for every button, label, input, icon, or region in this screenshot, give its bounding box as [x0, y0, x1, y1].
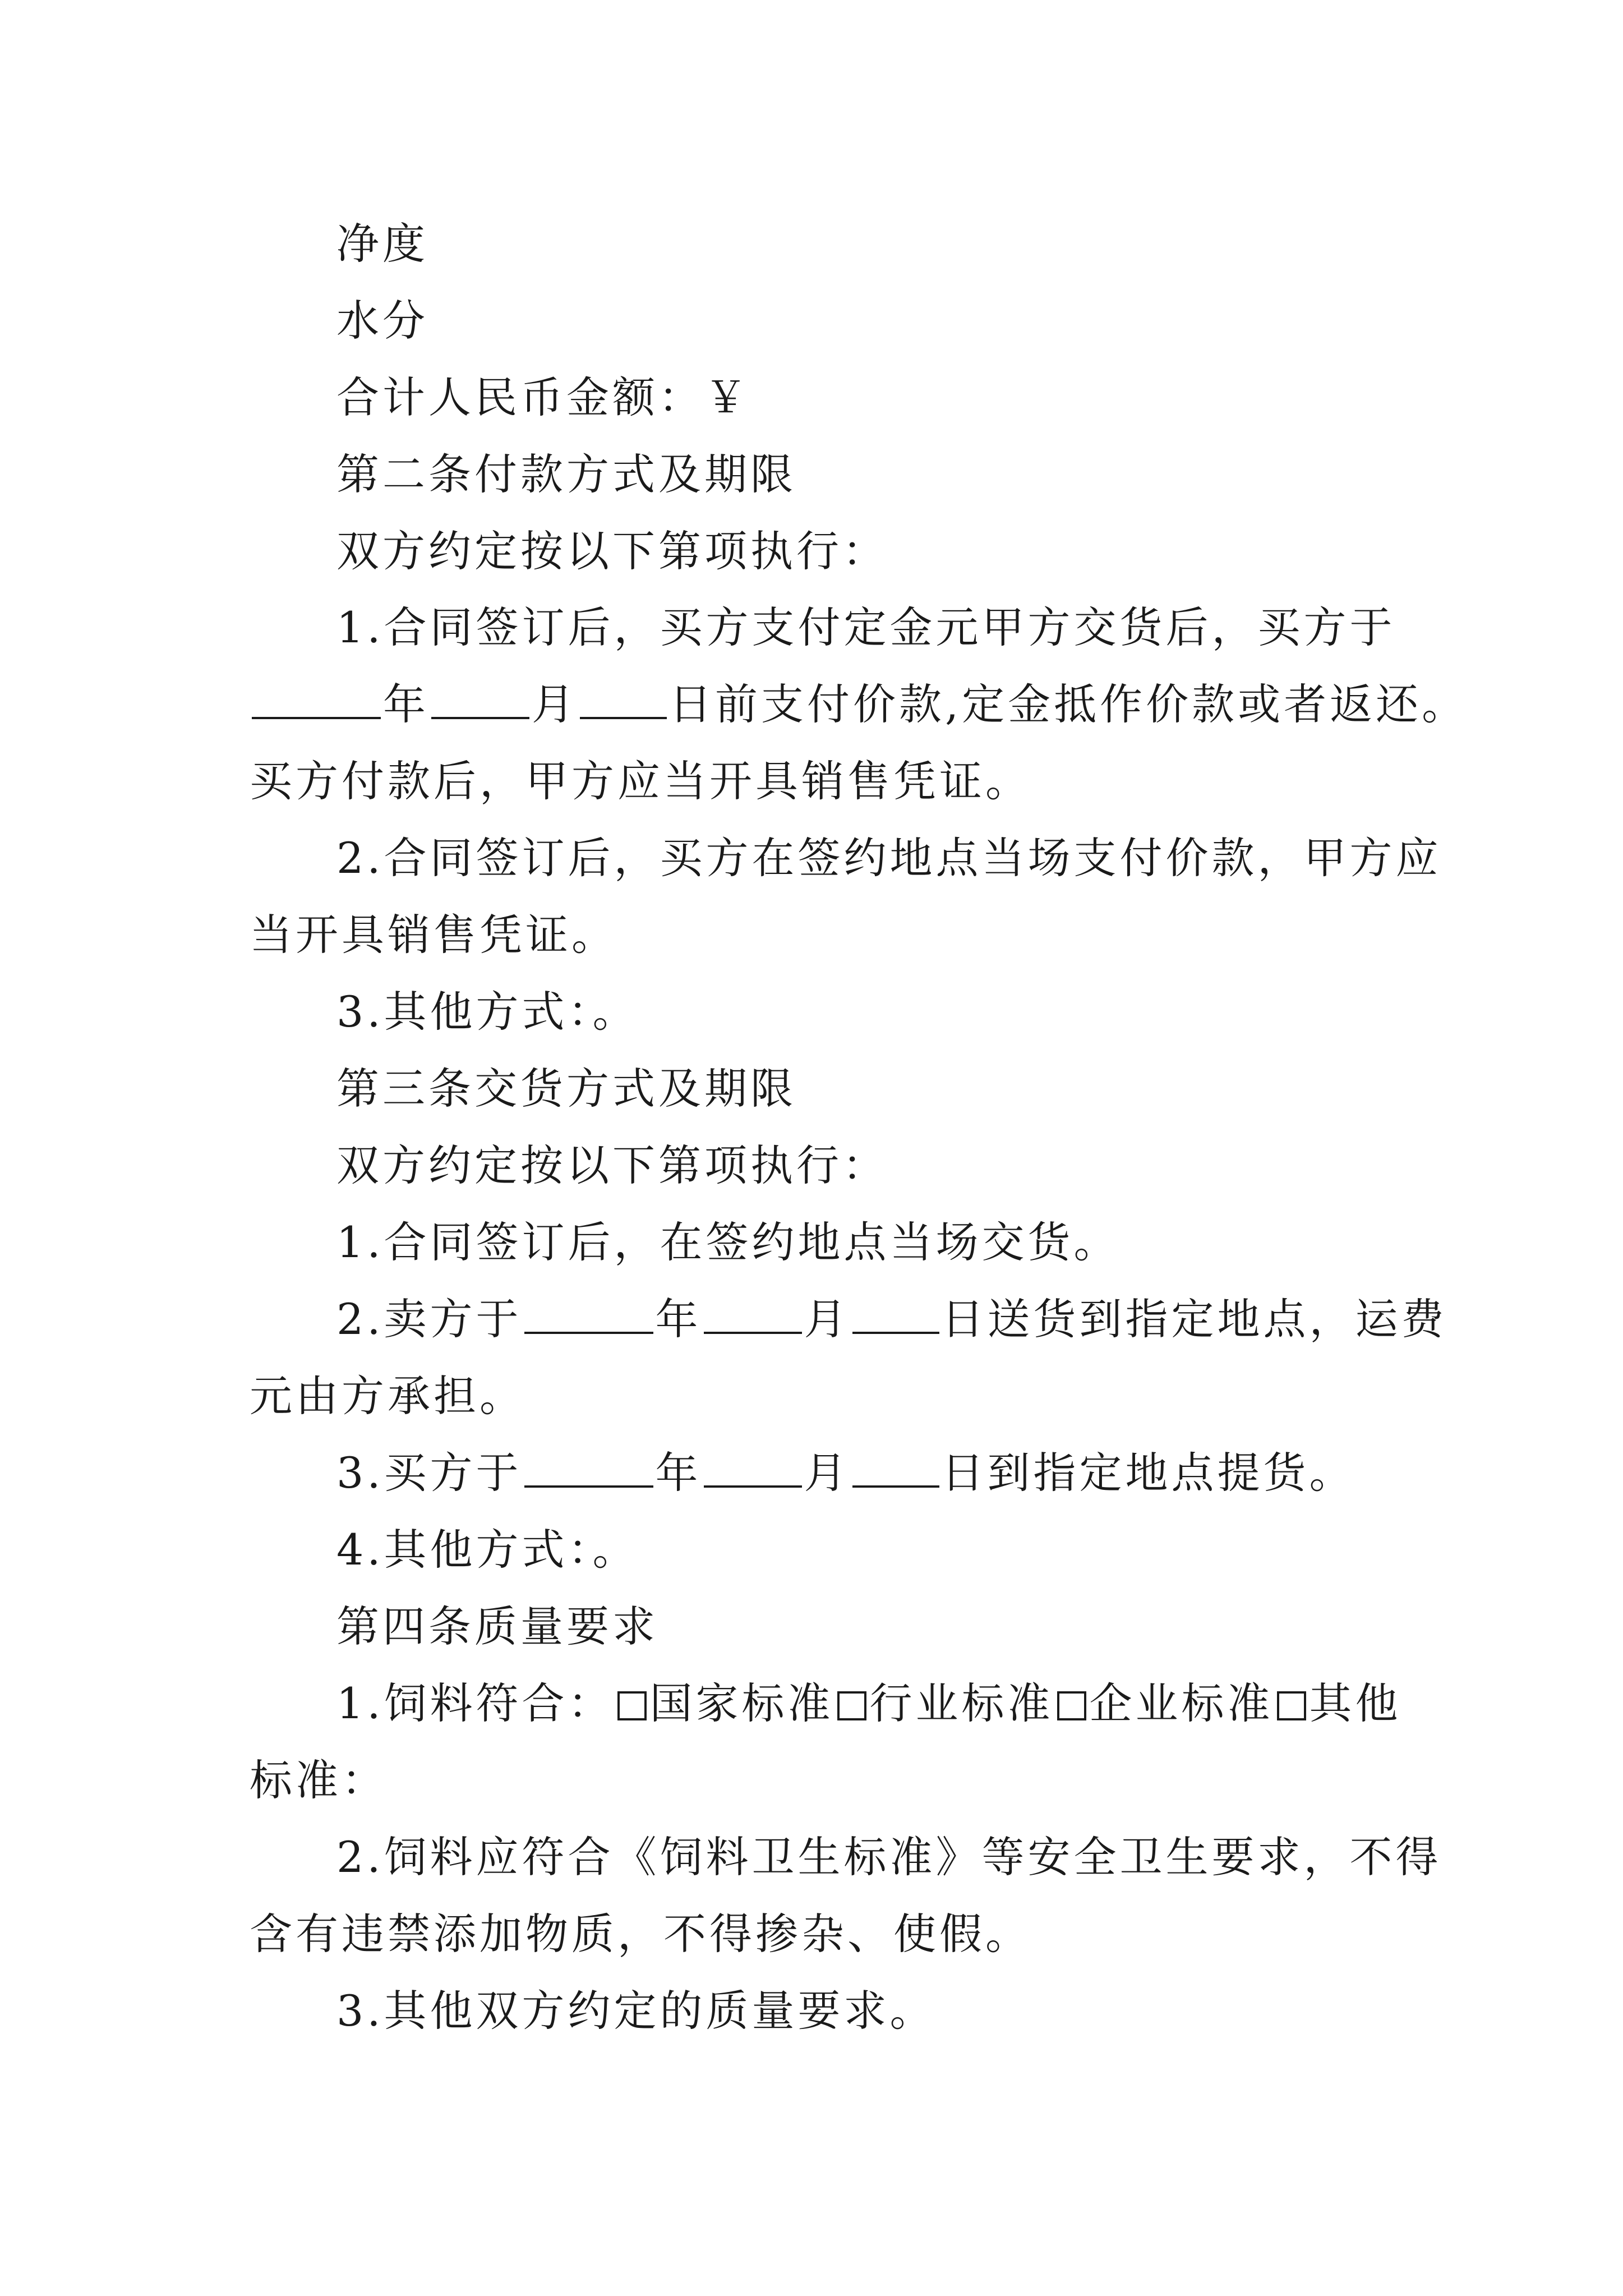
- text-line-quality-2: 2.饲料应符合《饲料卫生标准》等安全卫生要求，不得: [336, 1832, 1442, 1882]
- blank-field-month: [704, 1448, 802, 1488]
- text-month: 月: [804, 1294, 850, 1344]
- text-line-delivery-2-cont: 元由方承担。: [250, 1371, 525, 1421]
- text-line-payment-3: 3.其他方式：。: [336, 987, 639, 1037]
- blank-field-month: [704, 1295, 802, 1334]
- checkbox-other-standard[interactable]: [1277, 1691, 1306, 1720]
- text-line-quality-1: [336, 1676, 1401, 1732]
- blank-field-month: [431, 680, 529, 719]
- text-line-moisture: 水分: [336, 296, 428, 346]
- text-line-payment-1-cont: 买方付款后，甲方应当开具销售凭证。: [250, 756, 1031, 806]
- text-day-clause: 日前支付价款,定金抵作价款或者返还。: [669, 679, 1468, 729]
- label-national-standard: 国家标准: [649, 1678, 834, 1728]
- text-pickup-clause: 日到指定地点提货。: [941, 1448, 1355, 1498]
- text-month: 月: [532, 679, 578, 729]
- blank-field-day: [852, 1448, 939, 1488]
- blank-field-day: [852, 1295, 939, 1334]
- text-line-payment-2: 2.合同签订后，买方在签约地点当场支付价款，甲方应: [336, 833, 1442, 883]
- text-feed-conforms: 1.饲料符合：: [336, 1678, 614, 1728]
- text-line-payment-intro: 双方约定按以下第项执行：: [336, 526, 888, 576]
- text-month: 月: [804, 1448, 850, 1498]
- text-line-quality-2-cont: 含有违禁添加物质，不得掺杂、使假。: [250, 1909, 1031, 1959]
- label-enterprise-standard: 企业标准: [1089, 1678, 1274, 1728]
- text-line-quality-1-cont: 标准：: [250, 1755, 388, 1805]
- blank-field-year: [524, 1295, 653, 1334]
- text-line-quality-3: 3.其他双方约定的质量要求。: [336, 1986, 936, 2036]
- label-industry-standard: 行业标准: [869, 1678, 1054, 1728]
- label-other-standard: 其他: [1309, 1678, 1401, 1728]
- text-line-total-amount: 合计人民币金额：￥: [336, 372, 750, 422]
- text-line-payment-2-cont: 当开具销售凭证。: [250, 910, 617, 960]
- text-year: 年: [655, 1448, 702, 1498]
- section-heading-delivery: 第三条交货方式及期限: [336, 1064, 796, 1114]
- blank-field-year: [524, 1448, 653, 1488]
- blank-field-day: [580, 680, 667, 719]
- text-year: 年: [383, 679, 429, 729]
- text-line-purity: 净度: [336, 219, 428, 269]
- text-line-delivery-4: 4.其他方式：。: [336, 1525, 639, 1575]
- text-seller-prefix: 2.卖方于: [336, 1294, 522, 1344]
- text-buyer-prefix: 3.买方于: [336, 1448, 522, 1498]
- checkbox-national-standard[interactable]: [617, 1691, 647, 1720]
- blank-field-year: [252, 680, 381, 719]
- text-line-delivery-3: [336, 1445, 1355, 1501]
- text-line-payment-1: 1.合同签订后，买方支付定金元甲方交货后，买方于: [336, 602, 1396, 652]
- text-line-delivery-intro: 双方约定按以下第项执行：: [336, 1140, 888, 1190]
- text-line-payment-1-date: [250, 677, 1468, 733]
- section-heading-quality: 第四条质量要求: [336, 1602, 658, 1651]
- checkbox-industry-standard[interactable]: [837, 1691, 866, 1720]
- text-line-delivery-2: [336, 1291, 1447, 1347]
- text-line-delivery-1: 1.合同签订后，在签约地点当场交货。: [336, 1217, 1120, 1267]
- section-heading-payment: 第二条付款方式及期限: [336, 449, 796, 499]
- text-delivery-clause: 日送货到指定地点，运费: [941, 1294, 1447, 1344]
- checkbox-enterprise-standard[interactable]: [1057, 1691, 1086, 1720]
- text-year: 年: [655, 1294, 702, 1344]
